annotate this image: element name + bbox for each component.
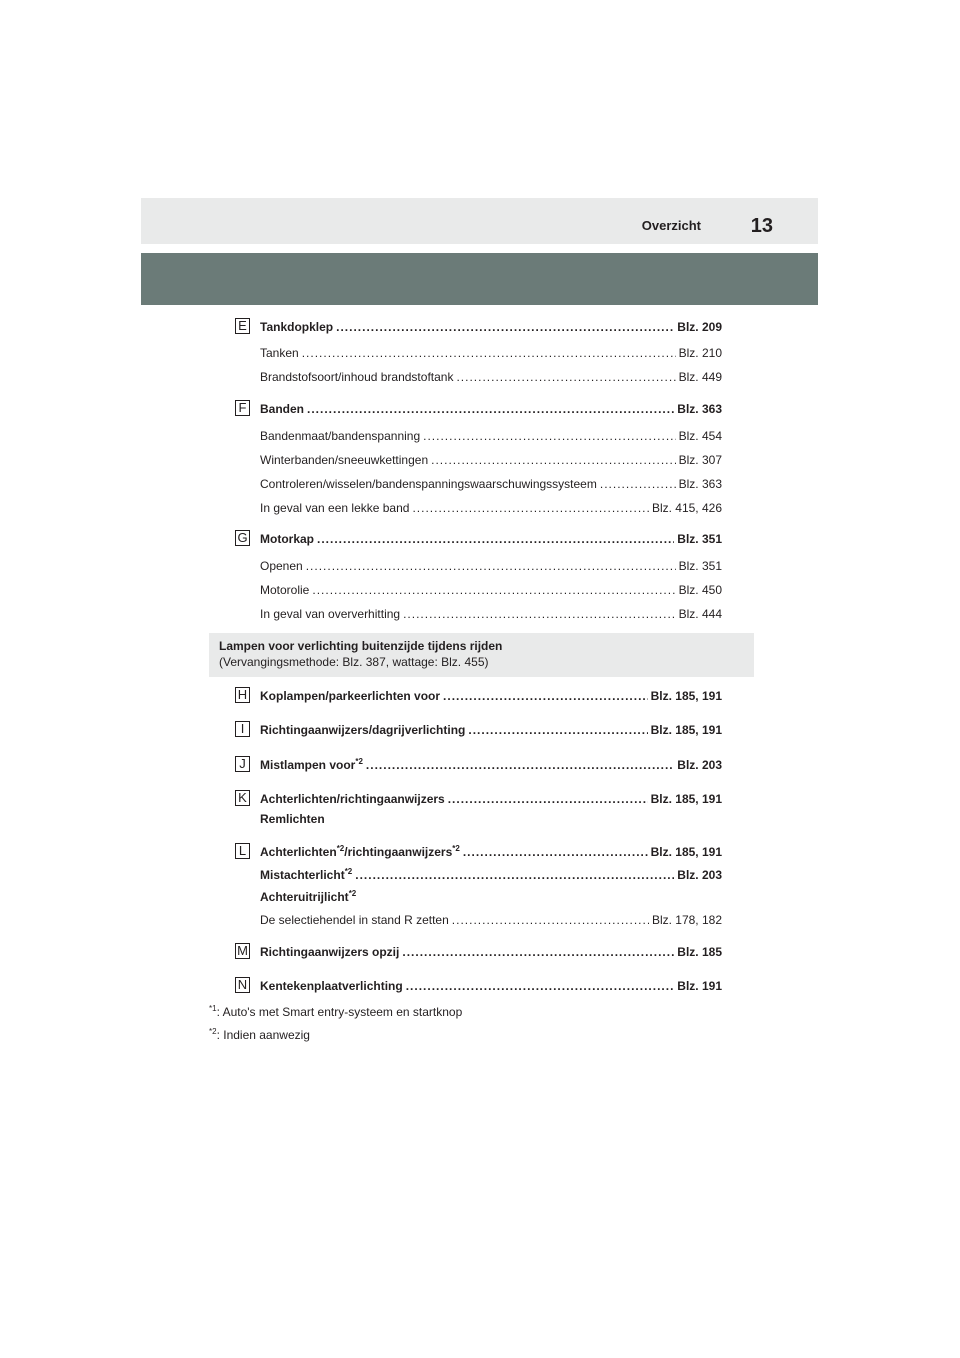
entry-label: Achterlichten/richtingaanwijzers [260, 792, 445, 806]
page-ref: Blz. 450 [678, 583, 722, 597]
callout-letter-l: L [235, 843, 250, 859]
page-ref: Blz. 191 [677, 979, 722, 993]
callout-letter-j: J [235, 756, 250, 772]
entry-lekke-band [260, 501, 722, 515]
footnote-text: : Auto's met Smart entry-systeem en startknop [216, 1005, 463, 1019]
entry-banden [260, 402, 722, 416]
entry-label: Richtingaanwijzers opzij [260, 945, 400, 959]
entry-label [260, 868, 352, 882]
entry-label: Richtingaanwijzers/dagrijverlichting [260, 723, 466, 737]
page-ref: Blz. 415, 426 [651, 501, 722, 515]
section-title: Overzicht [641, 218, 701, 233]
callout-letter-g: G [235, 530, 250, 546]
entry-label [260, 845, 460, 859]
page-ref: Blz. 185 [677, 945, 722, 959]
page-ref: Blz. 363 [678, 477, 722, 491]
entry-brandstofsoort [260, 370, 722, 384]
callout-letter-n: N [235, 977, 250, 993]
entry-label-text: Achteruitrijlicht [260, 890, 349, 904]
entry-kentekenplaatverlichting [260, 979, 722, 993]
page-ref: Blz. 203 [677, 868, 722, 882]
entry-label-b: /richtingaanwijzers [344, 845, 453, 859]
page-ref: Blz. 178, 182 [651, 913, 722, 927]
entry-koplampen [260, 689, 722, 703]
entry-openen [260, 559, 722, 573]
entry-label: Koplampen/parkeerlichten voor [260, 689, 441, 703]
footnote-1 [209, 1005, 462, 1019]
entry-remlichten: Remlichten [260, 812, 325, 826]
entry-label-text: Mistlampen voor [260, 758, 356, 772]
callout-letter-e: E [235, 318, 250, 334]
page-ref: Blz. 185, 191 [650, 689, 722, 703]
entry-motorolie [260, 583, 722, 597]
page-ref: Blz. 307 [678, 453, 722, 467]
lamps-heading: Lampen voor verlichting buitenzijde tijdens rijden [219, 639, 503, 653]
entry-label: Motorolie [260, 583, 310, 597]
page-ref: Blz. 449 [678, 370, 722, 384]
footnote-mark: *2 [348, 889, 357, 898]
entry-controleren [260, 477, 722, 491]
entry-label: Tanken [260, 346, 299, 360]
entry-label: Brandstofsoort/inhoud brandstoftank [260, 370, 454, 384]
entry-richtingaanwijzers-dagrij [260, 723, 722, 737]
footnote-text: : Indien aanwezig [216, 1028, 310, 1042]
entry-label: Controleren/wisselen/bandenspanningswaarschuwingssysteem [260, 477, 597, 491]
page-ref: Blz. 351 [677, 532, 722, 546]
page-header [141, 198, 818, 244]
entry-achterlichten [260, 792, 722, 806]
entry-label: Kentekenplaatverlichting [260, 979, 403, 993]
page-ref: Blz. 185, 191 [650, 792, 722, 806]
footnote-mark: *2 [452, 844, 460, 853]
entry-label-a: Achterlichten [260, 845, 337, 859]
entry-mistachterlicht [260, 868, 722, 882]
page-ref: Blz. 203 [677, 758, 722, 772]
lamps-section-box [209, 633, 754, 677]
footnote-mark: *1 [209, 1004, 217, 1013]
entry-label: In geval van oververhitting [260, 607, 401, 621]
entry-label [260, 758, 363, 772]
page-ref: Blz. 185, 191 [650, 723, 722, 737]
entry-label: Tankdopklep [260, 320, 334, 334]
entry-label: Banden [260, 402, 305, 416]
page-ref: Blz. 210 [678, 346, 722, 360]
entry-label: Motorkap [260, 532, 314, 546]
entry-label: Winterbanden/sneeuwkettingen [260, 453, 429, 467]
callout-letter-f: F [235, 400, 250, 416]
entry-selectiehendel [260, 913, 722, 927]
page-ref: Blz. 363 [677, 402, 722, 416]
callout-letter-h: H [235, 687, 250, 703]
callout-letter-k: K [235, 790, 250, 806]
entry-mistlampen-voor [260, 758, 722, 772]
page-ref: Blz. 185, 191 [650, 845, 722, 859]
entry-oververhitting [260, 607, 722, 621]
footnote-mark: *2 [344, 867, 353, 876]
page-ref: Blz. 209 [677, 320, 722, 334]
entry-achteruitrijlicht [260, 890, 356, 904]
entry-tankdopklep [260, 320, 722, 334]
entry-achterlichten-optional [260, 845, 722, 859]
header-band [141, 253, 818, 305]
callout-letter-i: I [235, 721, 250, 737]
page-ref: Blz. 454 [678, 429, 722, 443]
footnote-2 [209, 1028, 310, 1042]
entry-richtingaanwijzers-opzij [260, 945, 722, 959]
page-ref: Blz. 444 [678, 607, 722, 621]
page-ref: Blz. 351 [678, 559, 722, 573]
footnote-mark: *2 [355, 757, 363, 766]
entry-label: In geval van een lekke band [260, 501, 410, 515]
footnote-mark: *2 [209, 1027, 217, 1036]
lamps-subheading: (Vervangingsmethode: Blz. 387, wattage: Blz. 455) [219, 655, 489, 669]
entry-label: Openen [260, 559, 303, 573]
entry-winterbanden [260, 453, 722, 467]
entry-motorkap [260, 532, 722, 546]
callout-letter-m: M [235, 943, 250, 959]
entry-label: Bandenmaat/bandenspanning [260, 429, 421, 443]
entry-tanken [260, 346, 722, 360]
entry-label-text: Mistachterlicht [260, 868, 345, 882]
entry-bandenmaat [260, 429, 722, 443]
entry-label: De selectiehendel in stand R zetten [260, 913, 449, 927]
page-number: 13 [750, 215, 773, 237]
footnote-mark: *2 [336, 844, 345, 853]
